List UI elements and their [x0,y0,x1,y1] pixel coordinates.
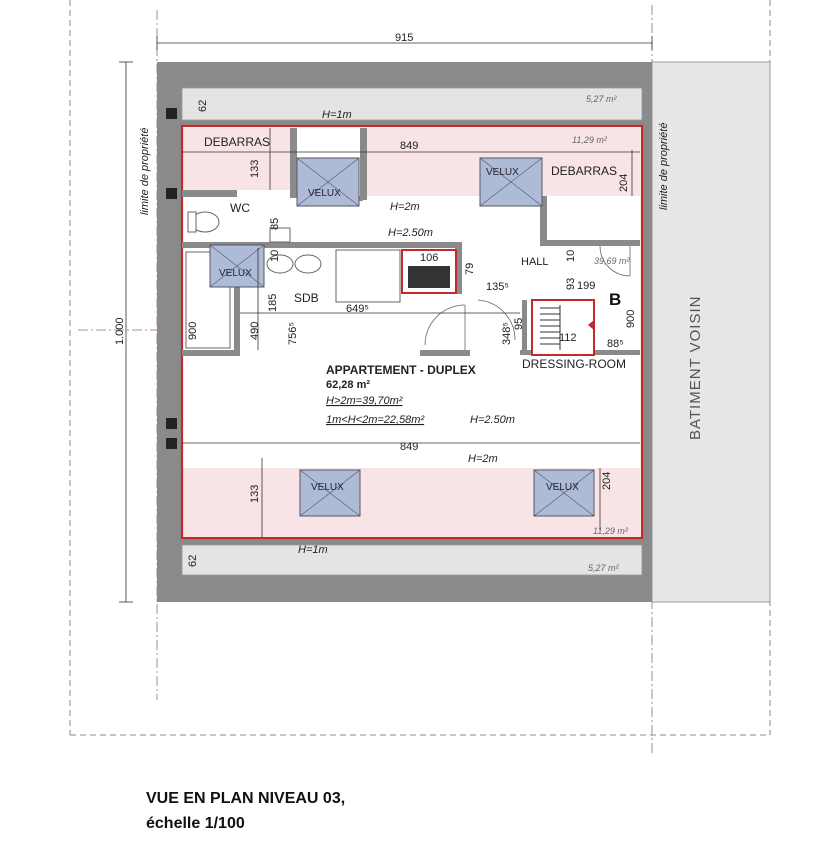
dim-duct-79: 79 [464,262,476,275]
height-top-250: H=2.50m [388,227,433,239]
dim-stair-348: 348⁵ [501,322,513,345]
bottom-roof-band [182,545,642,575]
dim-sdb-185: 185 [267,293,279,312]
height-bottom-1m: H=1m [298,544,328,556]
dim-stair-900: 900 [625,309,637,328]
area-bottom-room: 11,29 m² [593,526,628,536]
dim-sdb-756: 756⁵ [287,322,299,345]
dim-stair-88: 88⁵ [607,338,624,350]
area-top-band: 5,27 m² [586,94,617,104]
dim-bottom-width: 849 [400,441,419,453]
velux-label: VELUX [219,268,252,279]
top-roof-band [182,88,642,120]
apartment-between: 1m<H<2m=22,58m² [326,414,425,426]
staircase [532,300,594,355]
apartment-area: 62,28 m² [326,379,371,391]
dim-right-bottom: 204 [601,471,613,490]
dim-hall-135: 135⁵ [486,281,509,293]
velux-label: VELUX [311,482,344,493]
dim-wc-10: 10 [269,249,281,262]
area-bottom-band: 5,27 m² [588,563,619,573]
dim-total-width: 915 [395,32,414,44]
height-top-1m: H=1m [322,109,352,121]
neighbor-label: BATIMENT VOISIN [687,295,704,440]
dim-sdb-649: 649⁵ [346,303,369,315]
dim-stair-95: 95 [513,317,525,330]
dim-bottom-band: 62 [187,554,199,567]
velux-label: VELUX [546,482,579,493]
dim-chimney-106: 106 [420,252,439,264]
dim-hall-10: 10 [565,249,577,262]
dim-bottom-depth: 133 [249,484,261,503]
dim-sdb-490: 490 [249,321,261,340]
area-top-room: 11,29 m² [572,135,607,145]
dim-total-height: 1.000 [114,317,126,345]
room-debarras-right: DEBARRAS [551,164,618,178]
plan-scale: échelle 1/100 [146,815,245,832]
area-hall: 39,69 m² [594,256,630,266]
plan-title: VUE EN PLAN NIVEAU 03, [146,790,346,807]
dim-right-top: 204 [618,173,630,192]
apartment-name: APPARTEMENT - DUPLEX [326,363,476,377]
room-dressing: DRESSING-ROOM [522,357,627,371]
apartment-over-2m: H>2m=39,70m² [326,395,403,407]
stair-mark: B [609,290,622,309]
room-hall: HALL [521,256,549,268]
dim-sdb-900: 900 [187,321,199,340]
room-sdb: SDB [294,291,319,305]
velux-label: VELUX [308,188,341,199]
dim-hall-93: 93 [565,277,577,290]
height-bottom-250: H=2.50m [470,414,515,426]
room-debarras-left: DEBARRAS [204,135,271,149]
velux-label: VELUX [486,167,519,178]
property-limit-right: limite de propriété [658,122,670,210]
height-bottom-2m: H=2m [468,453,498,465]
dim-top-band: 62 [197,99,209,112]
room-wc: WC [230,201,250,215]
dim-top-width: 849 [400,140,419,152]
height-top-2m: H=2m [390,201,420,213]
dim-top-depth: 133 [249,159,261,178]
property-limit-left: limite de propriété [139,127,151,215]
dim-stair-199: 199 [577,280,596,292]
dim-wc-85: 85 [269,217,281,230]
dim-stair-112: 112 [559,332,577,344]
